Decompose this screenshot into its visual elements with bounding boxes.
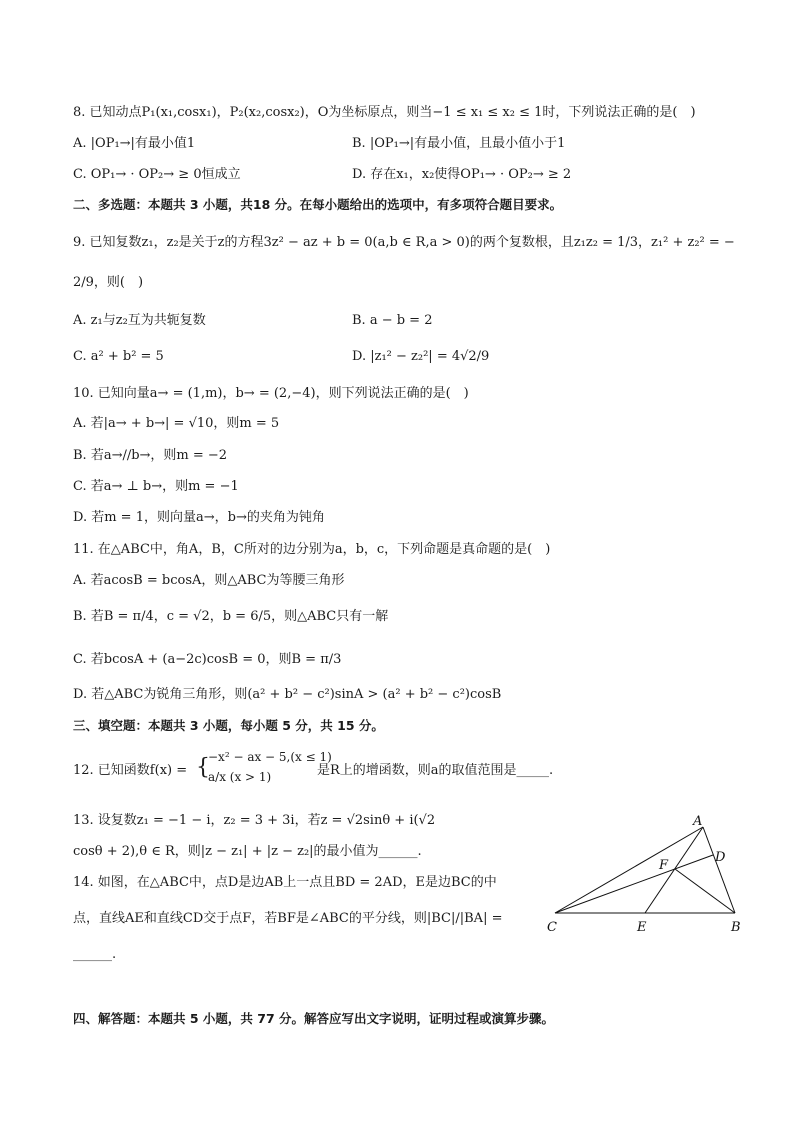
q13-line2: cosθ + 2),θ ∈ R，则|z − z₁| + |z − z₂|的最小值为______. — [73, 844, 422, 859]
q9-option-c: C. a² + b² = 5 — [73, 349, 164, 364]
q14-line2: 点，直线AE和直线CD交于点F，若BF是∠ABC的平分线，则|BC|/|BA| = — [73, 911, 503, 926]
segment-bf — [675, 869, 735, 913]
segment-ab — [703, 827, 735, 913]
q11-option-d: D. 若△ABC为锐角三角形，则(a² + b² − c²)sinA > (a² + b² − c²)cosB — [73, 687, 502, 702]
section-4-heading: 四、解答题：本题共 5 小题，共 77 分。解答应写出文字说明，证明过程或演算步骤。 — [73, 1011, 555, 1026]
segment-cd — [555, 855, 713, 913]
label-a: A — [693, 815, 703, 829]
q10-option-c: C. 若a→ ⊥ b→，则m = −1 — [73, 479, 239, 494]
segment-ca — [555, 827, 703, 913]
q10-option-a: A. 若|a→ + b→| = √10，则m = 5 — [73, 416, 280, 431]
q8-option-a: A. |OP₁→|有最小值1 — [73, 136, 196, 151]
q14-line3: ______. — [73, 947, 117, 962]
q11-stem: 11. 在△ABC中，角A，B，C所对的边分别为a，b，c，下列命题是真命题的是( ) — [73, 542, 551, 557]
q12-brace: { — [196, 755, 210, 780]
q9-option-d: D. |z₁² − z₂²| = 4√2/9 — [352, 349, 490, 364]
triangle-figure — [545, 815, 745, 935]
q8-option-d: D. 存在x₁，x₂使得OP₁→ · OP₂→ ≥ 2 — [352, 167, 572, 182]
q9-stem-line1: 9. 已知复数z₁，z₂是关于z的方程3z² − az + b = 0(a,b ∈ R,a > 0)的两个复数根，且z₁z₂ = 1/3，z₁² + z₂² = − — [73, 235, 735, 250]
q9-option-b: B. a − b = 2 — [352, 313, 433, 328]
q8-option-b: B. |OP₁→|有最小值，且最小值小于1 — [352, 136, 566, 151]
q10-stem: 10. 已知向量a→ = (1,m)，b→ = (2,−4)，则下列说法正确的是( ) — [73, 386, 469, 401]
q12-prefix: 12. 已知函数f(x) = — [73, 763, 188, 778]
q12-case-1: −x² − ax − 5,(x ≤ 1) — [208, 750, 332, 764]
q10-option-b: B. 若a→//b→，则m = −2 — [73, 448, 228, 463]
q11-option-c: C. 若bcosA + (a−2c)cosB = 0，则B = π/3 — [73, 652, 342, 667]
q12-case-2: a/x (x > 1) — [208, 770, 272, 784]
q9-stem-line2: 2/9，则( ) — [73, 275, 144, 290]
q11-option-a: A. 若acosB = bcosA，则△ABC为等腰三角形 — [73, 573, 345, 588]
label-f: F — [659, 858, 669, 873]
q9-option-a: A. z₁与z₂互为共轭复数 — [73, 313, 206, 328]
q12-suffix: 是R上的增函数，则a的取值范围是_____. — [317, 763, 554, 778]
label-b: B — [731, 920, 741, 935]
label-c: C — [547, 920, 557, 935]
label-d: D — [715, 850, 726, 865]
q8-option-c: C. OP₁→ · OP₂→ ≥ 0恒成立 — [73, 167, 241, 182]
q11-option-b: B. 若B = π/4，c = √2，b = 6/5，则△ABC只有一解 — [73, 609, 389, 624]
section-2-heading: 二、多选题：本题共 3 小题，共18 分。在每小题给出的选项中，有多项符合题目要求。 — [73, 197, 563, 212]
segment-ae — [645, 827, 703, 913]
label-e: E — [637, 920, 647, 935]
q10-option-d: D. 若m = 1，则向量a→，b→的夹角为钝角 — [73, 510, 325, 525]
q8-stem: 8. 已知动点P₁(x₁,cosx₁)，P₂(x₂,cosx₂)，O为坐标原点，则当−1 ≤ x₁ ≤ x₂ ≤ 1时，下列说法正确的是( ) — [73, 105, 696, 120]
section-3-heading: 三、填空题：本题共 3 小题，每小题 5 分，共 15 分。 — [73, 718, 384, 733]
q13-line1: 13. 设复数z₁ = −1 − i，z₂ = 3 + 3i，若z = √2sinθ + i(√2 — [73, 813, 436, 828]
q14-line1: 14. 如图，在△ABC中，点D是边AB上一点且BD = 2AD，E是边BC的中 — [73, 875, 497, 890]
